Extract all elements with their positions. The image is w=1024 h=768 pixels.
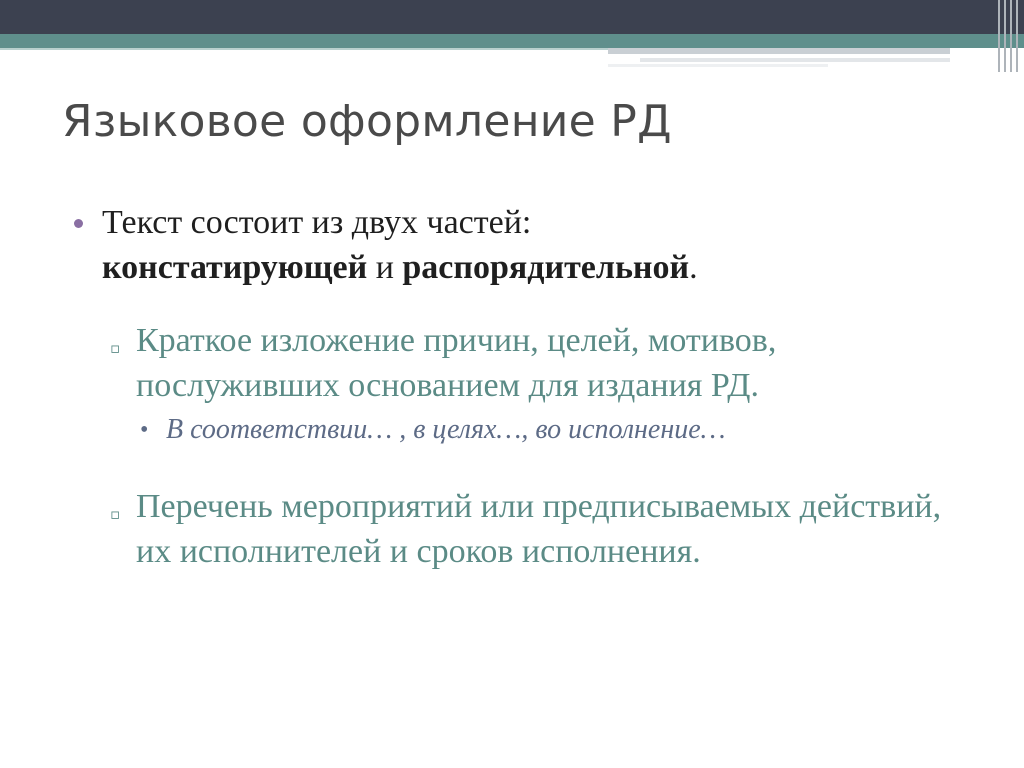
- header-band-grey: [640, 58, 950, 62]
- header-band-grey: [608, 64, 828, 67]
- bullet-point-example-text: В соответствии… , в целях…, во исполнение…: [166, 414, 726, 445]
- square-bullet-icon: ▫: [110, 339, 121, 357]
- sentence-end: .: [689, 249, 698, 286]
- square-bullet-icon: ▫: [110, 505, 121, 523]
- slide-title: Языковое оформление РД: [62, 96, 672, 147]
- header-band-grey: [608, 48, 950, 54]
- bullet-dot-icon: [74, 219, 83, 228]
- slide-body: [70, 200, 970, 574]
- bullet-point-stating: [70, 318, 970, 408]
- bullet-point-example: [70, 410, 970, 450]
- bullet-point-directive: [70, 484, 970, 574]
- connector-text: и: [367, 249, 403, 286]
- bullet-point-directive-text: Перечень мероприятий или предписываемых действий, их исполнителей и сроков исполнения.: [136, 488, 942, 570]
- bullet-point-stating-text: Краткое изложение причин, целей, мотивов, послуживших основанием для издания РД.: [136, 322, 777, 404]
- term-directive-part: распорядительной: [402, 249, 690, 286]
- bullet-point-main-line1: Текст состоит из двух частей:: [102, 204, 532, 241]
- header-band-teal: [0, 34, 1024, 48]
- header-stripes-decoration: [994, 0, 1024, 72]
- bullet-point-main-line2: [102, 245, 970, 290]
- term-stating-part: констатирующей: [102, 249, 368, 286]
- header-band-accent: [0, 48, 608, 50]
- bullet-point-main: [70, 200, 970, 290]
- header-band-dark: [0, 0, 1024, 34]
- dot-bullet-icon: •: [140, 417, 149, 443]
